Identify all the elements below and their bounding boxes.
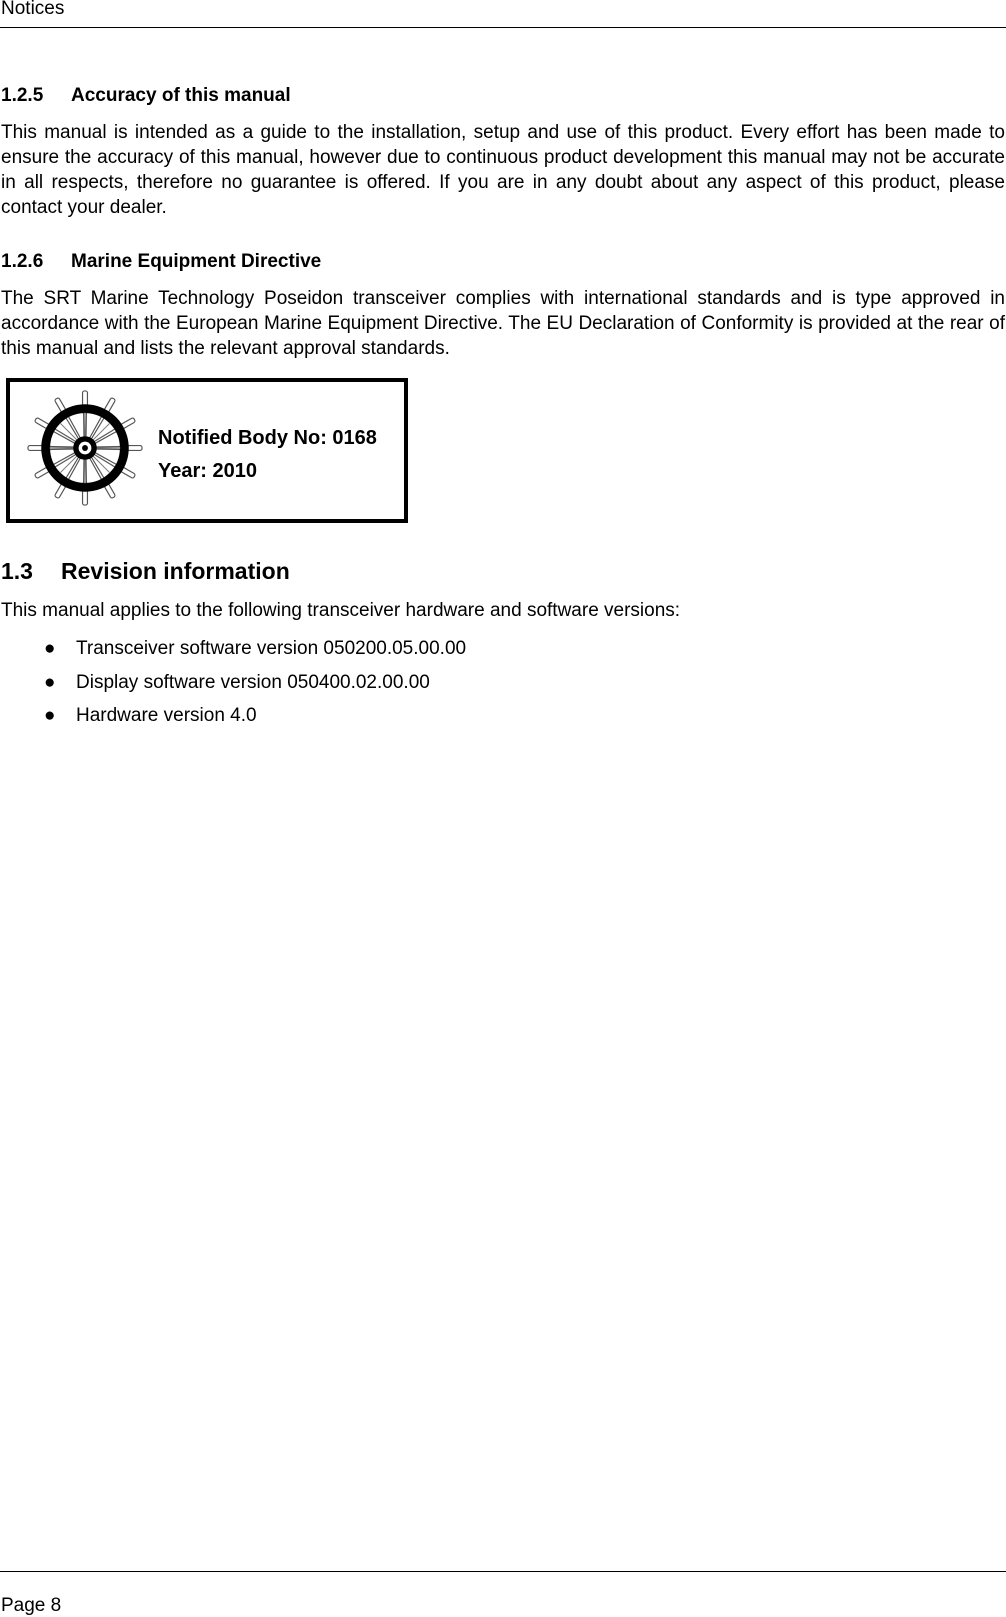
certification-year: Year: 2010 [158, 455, 377, 488]
section-title: Revision information [61, 556, 290, 586]
section-heading-revision [1, 556, 290, 586]
list-item [44, 699, 466, 733]
certification-text [158, 422, 377, 488]
list-item-text: Transceiver software version 050200.05.00.00 [76, 632, 466, 666]
section-number: 1.2.5 [1, 84, 71, 108]
section-body-med: The SRT Marine Technology Poseidon transceiver complies with international standards and is type approved in accordance with the European Marine Equipment Directive. The EU Declaration of Conformity is provided at the rear of this manual and lists the relevant approval standards. [1, 286, 1005, 361]
section-number: 1.2.6 [1, 250, 71, 274]
section-heading-accuracy [1, 84, 1006, 108]
section-number: 1.3 [1, 556, 61, 586]
section-title: Marine Equipment Directive [71, 250, 321, 274]
page-header [0, 0, 1006, 28]
bullet-icon: ● [44, 666, 76, 700]
med-certification-box [6, 378, 408, 523]
bullet-icon: ● [44, 699, 76, 733]
page-number: Page 8 [1, 1595, 61, 1617]
list-item [44, 666, 466, 700]
main-content [1, 84, 1006, 361]
header-title: Notices [1, 0, 64, 20]
ships-wheel-icon [26, 389, 144, 507]
notified-body-number: Notified Body No: 0168 [158, 422, 377, 455]
list-item [44, 632, 466, 666]
section-body-accuracy: This manual is intended as a guide to the installation, setup and use of this product. Every effort has been made to ensure the accuracy of this manual, however due to continuous product development this manual may not be accurate in all respects, therefore no guarantee is offered. If you are in any doubt about any aspect of this product, please contact your dealer. [1, 120, 1005, 220]
section-title: Accuracy of this manual [71, 84, 291, 108]
revision-intro: This manual applies to the following transceiver hardware and software versions: [1, 599, 680, 623]
version-list [44, 632, 466, 733]
list-item-text: Hardware version 4.0 [76, 699, 257, 733]
section-heading-med [1, 250, 1006, 274]
page-footer [0, 1571, 1006, 1617]
list-item-text: Display software version 050400.02.00.00 [76, 666, 430, 700]
bullet-icon: ● [44, 632, 76, 666]
